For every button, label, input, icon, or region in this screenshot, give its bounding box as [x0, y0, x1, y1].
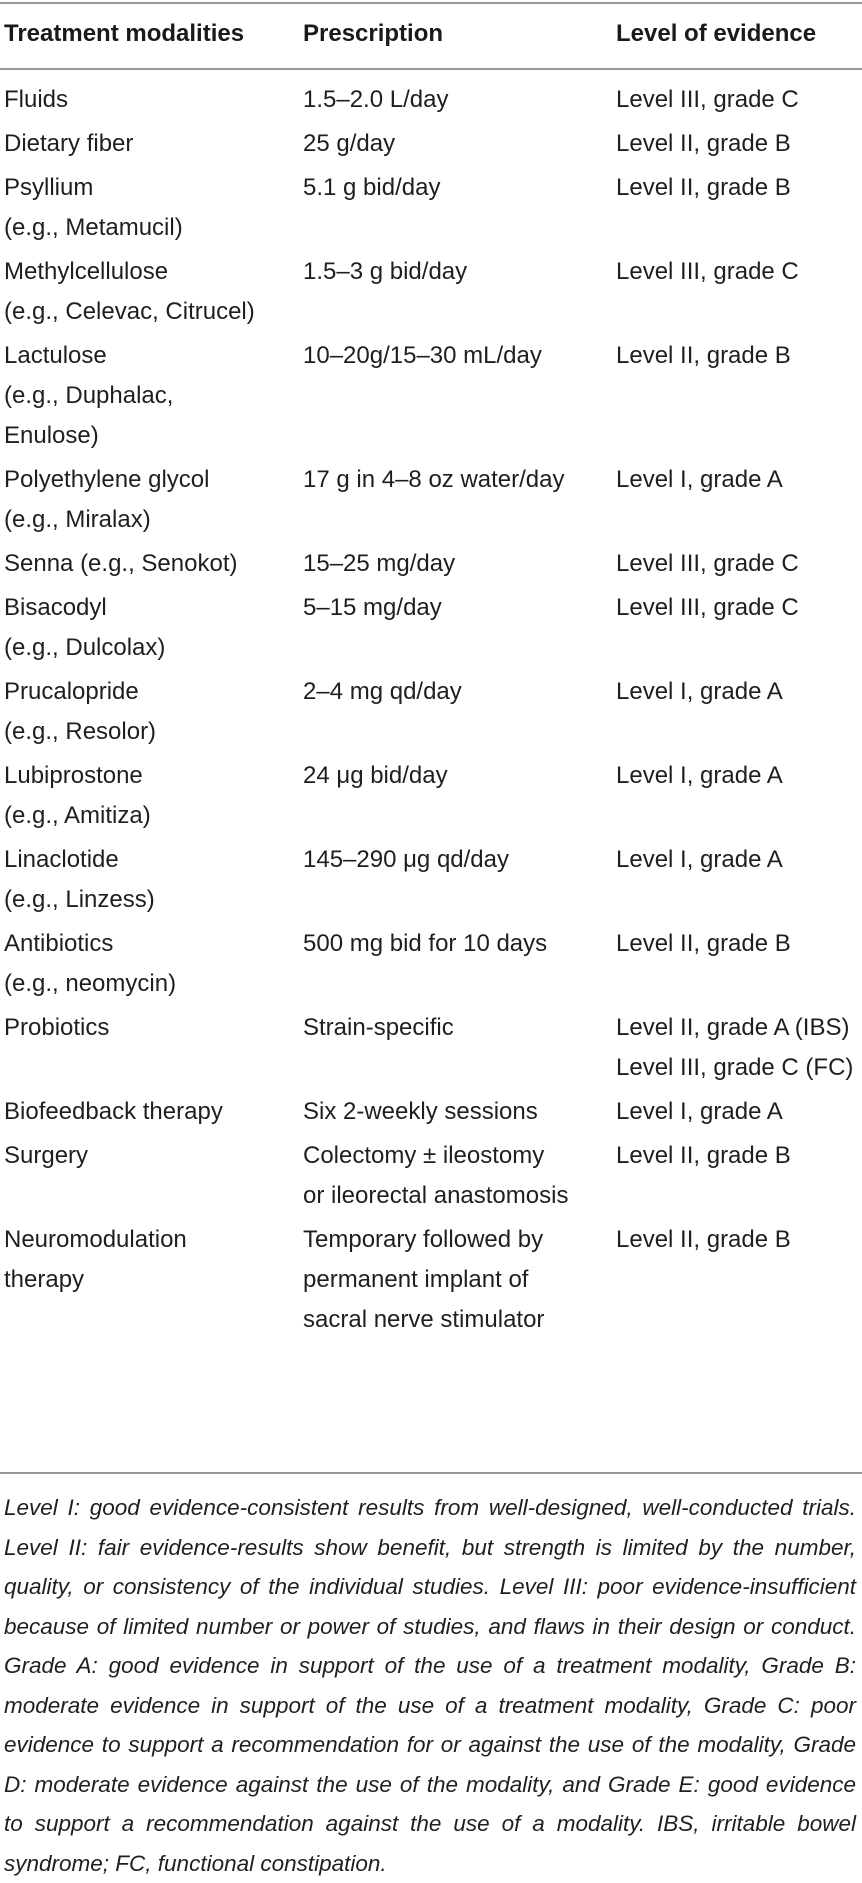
cell-prescription: 500 mg bid for 10 days — [303, 930, 548, 957]
cell-level-of-evidence: Level III, grade C — [616, 258, 799, 285]
cell-prescription: 5–15 mg/day — [303, 594, 442, 621]
cell-prescription: Temporary followed by permanent implant of sacral nerve stimulator — [303, 1226, 545, 1333]
cell-treatment-modality: Surgery — [4, 1142, 89, 1169]
cell-level-of-evidence: Level I, grade A — [616, 1098, 783, 1125]
cell-level-of-evidence: Level II, grade B — [616, 1226, 791, 1253]
cell-treatment-modality: Fluids — [4, 86, 69, 113]
cell-level-of-evidence: Level I, grade A — [616, 466, 783, 493]
cell-treatment-modality: Biofeedback therapy — [4, 1098, 223, 1125]
cell-prescription: 1.5–3 g bid/day — [303, 258, 468, 285]
cell-treatment-modality: Neuromodulation therapy — [4, 1226, 187, 1293]
cell-level-of-evidence: Level III, grade C — [616, 86, 799, 113]
cell-level-of-evidence: Level I, grade A — [616, 678, 783, 705]
cell-level-of-evidence: Level II, grade B — [616, 130, 791, 157]
table-bottom-rule — [0, 1472, 862, 1474]
cell-treatment-modality: Bisacodyl (e.g., Dulcolax) — [4, 594, 166, 661]
header-treatment-modalities: Treatment modalities — [4, 20, 245, 47]
cell-prescription: 5.1 g bid/day — [303, 174, 441, 201]
cell-level-of-evidence: Level II, grade B — [616, 930, 791, 957]
table-row — [0, 80, 862, 126]
cell-treatment-modality: Probiotics — [4, 1014, 110, 1041]
table-header-rule — [0, 68, 862, 70]
table-row — [0, 1092, 862, 1138]
table-row — [0, 1008, 862, 1094]
header-level-of-evidence: Level of evidence — [616, 20, 817, 47]
cell-treatment-modality: Lubiprostone (e.g., Amitiza) — [4, 762, 151, 829]
cell-treatment-modality: Senna (e.g., Senokot) — [4, 550, 238, 577]
cell-treatment-modality: Polyethylene glycol (e.g., Miralax) — [4, 466, 210, 533]
cell-prescription: 145–290 μg qd/day — [303, 846, 510, 873]
cell-prescription: 17 g in 4–8 oz water/day — [303, 466, 565, 493]
cell-treatment-modality: Methylcellulose (e.g., Celevac, Citrucel) — [4, 258, 255, 325]
cell-prescription: Six 2-weekly sessions — [303, 1098, 538, 1125]
table-row — [0, 544, 862, 590]
table-row — [0, 124, 862, 170]
table-row — [0, 588, 862, 674]
cell-level-of-evidence: Level II, grade A (IBS) Level III, grade C (FC) — [616, 1014, 854, 1081]
cell-treatment-modality: Prucalopride (e.g., Resolor) — [4, 678, 157, 745]
table-row — [0, 840, 862, 926]
cell-treatment-modality: Lactulose (e.g., Duphalac, Enulose) — [4, 342, 174, 449]
header-prescription: Prescription — [303, 20, 444, 47]
cell-prescription: Colectomy ± ileostomy or ileorectal anastomosis — [303, 1142, 569, 1209]
cell-treatment-modality: Antibiotics (e.g., neomycin) — [4, 930, 177, 997]
cell-prescription: 2–4 mg qd/day — [303, 678, 462, 705]
cell-level-of-evidence: Level I, grade A — [616, 846, 783, 873]
cell-level-of-evidence: Level III, grade C — [616, 550, 799, 577]
cell-prescription: 25 g/day — [303, 130, 396, 157]
cell-prescription: Strain-specific — [303, 1014, 454, 1041]
cell-prescription: 1.5–2.0 L/day — [303, 86, 449, 113]
table-row — [0, 756, 862, 842]
table-top-rule — [0, 2, 862, 4]
table-row — [0, 1220, 862, 1346]
cell-prescription: 10–20g/15–30 mL/day — [303, 342, 542, 369]
cell-level-of-evidence: Level II, grade B — [616, 174, 791, 201]
cell-treatment-modality: Linaclotide (e.g., Linzess) — [4, 846, 155, 913]
table-row — [0, 672, 862, 758]
cell-prescription: 15–25 mg/day — [303, 550, 456, 577]
cell-treatment-modality: Dietary fiber — [4, 130, 134, 157]
table-row — [0, 252, 862, 338]
table-row — [0, 1136, 862, 1222]
table-row — [0, 924, 862, 1010]
table-body — [0, 80, 862, 1344]
cell-prescription: 24 μg bid/day — [303, 762, 448, 789]
cell-level-of-evidence: Level II, grade B — [616, 342, 791, 369]
cell-level-of-evidence: Level I, grade A — [616, 762, 783, 789]
table-row — [0, 460, 862, 546]
cell-treatment-modality: Psyllium (e.g., Metamucil) — [4, 174, 183, 241]
table-row — [0, 168, 862, 254]
cell-level-of-evidence: Level III, grade C — [616, 594, 799, 621]
table-footnote: Level I: good evidence-consistent results from well-designed, well-conducted trials. Level II: fair evidence-results show benefit, but strength is limited by the number, quality, or consistency of the individual studies. Level III: poor evidence-insufficient because of limited number or power of studies, and flaws in their design or conduct. Grade A: good evidence in support of the use of a treatment modality, Grade B: moderate evidence in support of the use of a treatment modality, Grade C: poor evidence to support a recommendation for or against the use of the modality, Grade D: moderate evidence against the use of the modality, and Grade E: good evidence to support a recommendation against the use of a modality. IBS, irritable bowel syndrome; FC, functional constipation. — [4, 1495, 856, 1876]
table-row — [0, 336, 862, 462]
cell-level-of-evidence: Level II, grade B — [616, 1142, 791, 1169]
